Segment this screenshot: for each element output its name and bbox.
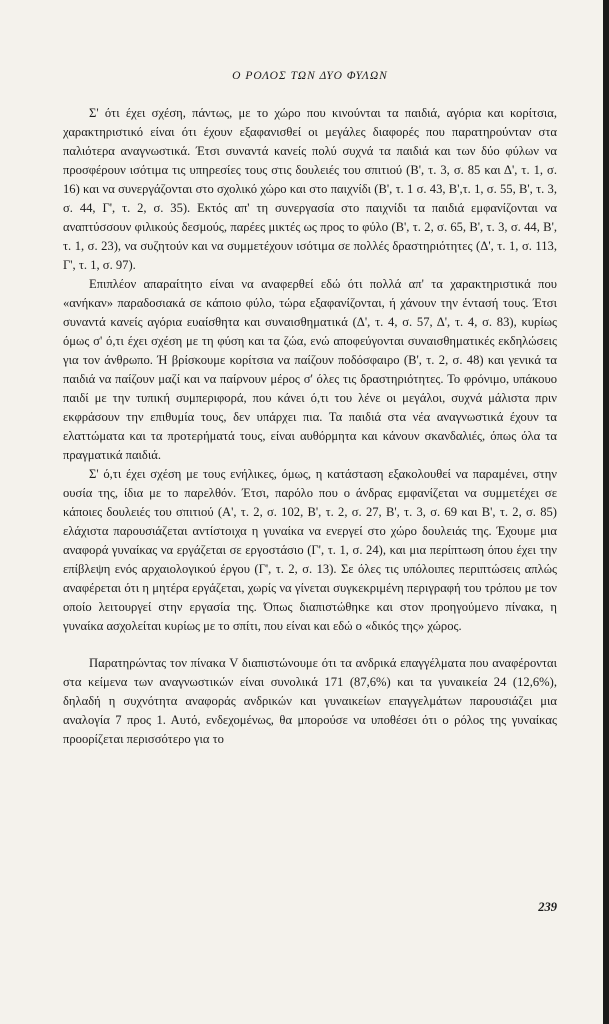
scan-edge [603, 0, 609, 1024]
paragraph-1: Σ' ότι έχει σχέση, πάντως, με το χώρο που κινούνται τα παιδιά, αγόρια και κορίτσια, χαρακτηριστικό είναι ότι έχουν εξαφανισθεί οι μεγάλες διαφορές που παρατηρούνταν στα παλιότερα αναγνωστικά. Έτσι συναντά κανείς πολύ συχνά τα παιδιά και των δύο φύλων να προσφέρουν ισότιμα τις υπηρεσίες τους στις δουλειές του σπιτιού (Β', τ. 3, σ. 85 και Δ', τ. 1, σ. 16) και να συνεργάζονται στο σχολικό χώρο και στο παιχνίδι (Β', τ. 1 σ. 43, Β',τ. 1, σ. 55, Β', τ. 3, σ. 44, Γ', τ. 2, σ. 35). Εκτός απ' τη συνεργασία στο παιχνίδι τα παιδιά εμφανίζονται να αναπτύσσουν φιλικούς δεσμούς, παρέες μικτές ως προς το φύλο (Β', τ. 2, σ. 65, Β', τ. 3, σ. 44, Β', τ. 1, σ. 23), να συζητούν και να συμμετέχουν ισότιμα σε πολλές δραστηριότητες (Δ', τ. 1, σ. 113, Γ', τ. 1, σ. 97). [63, 106, 557, 272]
running-header: Ο ΡΟΛΟΣ ΤΩΝ ΔΥΟ ΦΥΛΩΝ [232, 70, 388, 82]
paragraph-3: Σ' ό,τι έχει σχέση με τους ενήλικες, όμως, η κατάσταση εξακολουθεί να παραμένει, στην ουσία της, ίδια με το παρελθόν. Έτσι, παρόλο που ο άνδρας εμφανίζεται να συμμετέχει σε κάποιες δουλειές του σπιτιού (Α', τ. 2, σ. 102, Β', τ. 2, σ. 27, Β', τ. 3, σ. 69 και Β', τ. 2, σ. 85) ελάχιστα παρουσιάζεται αντίστοιχα η γυναίκα να ενεργεί στο χώρο δουλειάς της. Έχουμε μια αναφορά γυναίκας να εργάζεται σε εργοστάσιο (Γ', τ. 1, σ. 24), και μια περίπτωση όπου έχει την επίβλεψη ενός αρχαιολογικού έργου (Γ', τ. 2, σ. 13). Σε όλες τις υπόλοιπες περιπτώσεις απλώς αναφέρεται ότι η μητέρα εργάζεται, χωρίς να γίνεται συγκεκριμένη περιγραφή του τρόπου με τον οποίο λειτουργεί στην εργασία της. Όπως διαπιστώθηκε και στον προηγούμενο πίνακα, η γυναίκα ασχολείται κυρίως με το σπίτι, που είναι και εδώ ο «δικός της» χώρος. [63, 467, 557, 633]
paragraph-4: Παρατηρώντας τον πίνακα V διαπιστώνουμε ότι τα ανδρικά επαγγέλματα που αναφέρονται στα κείμενα των αναγνωστικών είναι συνολικά 171 (87,6%) και τα γυναικεία 24 (12,6%), δηλαδή η συχνότητα αναφοράς ανδρικών και γυναικείων επαγγελμάτων παρουσιάζει μια αναλογία 7 προς 1. Αυτό, ενδεχομένως, θα μπορούσε να υποθέσει ότι ο ρόλος της γυναίκας προορίζεται περισσότερο για το [63, 656, 557, 746]
page-body [63, 70, 557, 749]
paragraph-2: Επιπλέον απαραίτητο είναι να αναφερθεί εδώ ότι πολλά απ' τα χαρακτηριστικά που «ανήκαν» παραδοσιακά σε κάποιο φύλο, τώρα εξαφανίζονται, ή χάνουν την έντασή τους. Έτσι συναντά κανείς αγόρια ευαίσθητα και συναισθηματικά (Δ', τ. 4, σ. 57, Δ', τ. 4, σ. 83), κυρίως όμως σ' ό,τι έχει σχέση με τη φύση και τα ζώα, ενώ αποφεύγονται συναισθηματικές εκδηλώσεις για τον άνθρωπο. Ή βρίσκουμε κορίτσια να παίζουν ποδόσφαιρο (Β', τ. 2, σ. 48) και γενικά τα παιδιά να παίζουν μαζί και να παίρνουν μέρος σ' όλες τις δραστηριότητες. Το φρόνιμο, υπάκουο παιδί με την τυπική συμπεριφορά, που κάνει ό,τι του λένε οι μεγάλοι, συχνά μάλιστα πριν εκφράσουν την επιθυμία τους, δεν υπάρχει πια. Τα παιδιά στα νέα αναγνωστικά έχουν τα ελαττώματα και τα προτερήματά τους, είναι αυθόρμητα και κάνουν σκανδαλιές, όπως όλα τα πραγματικά παιδιά. [63, 277, 557, 462]
page-number: 239 [538, 900, 557, 914]
